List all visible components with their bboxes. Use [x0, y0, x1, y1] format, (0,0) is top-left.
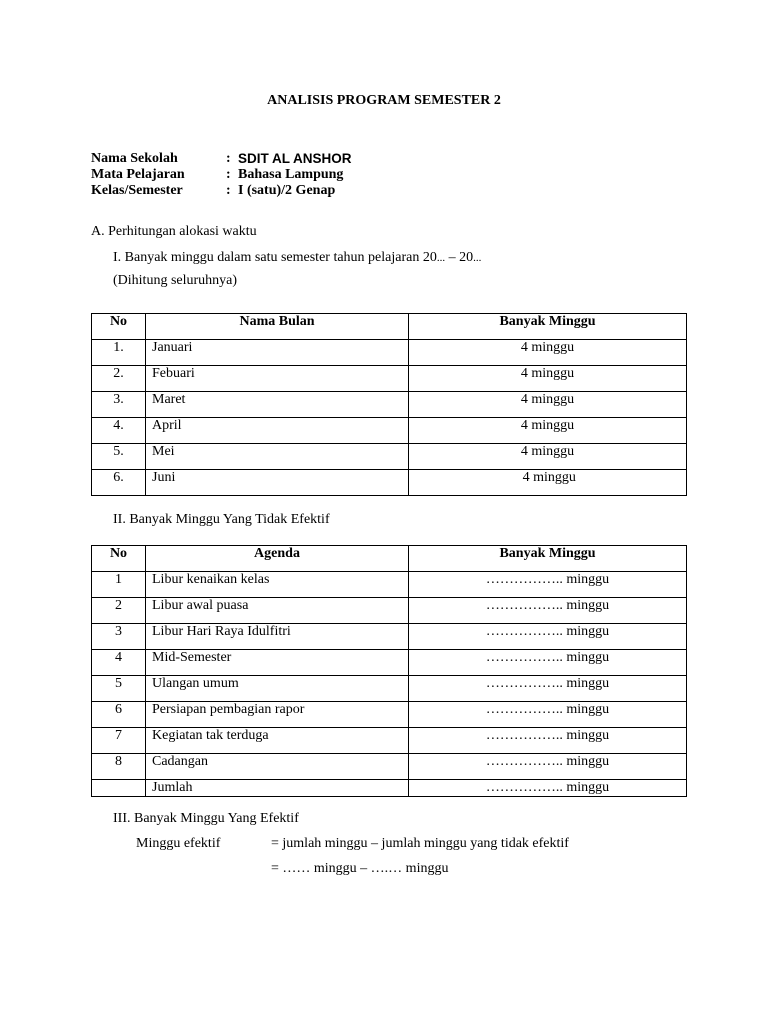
table-row [92, 572, 687, 598]
part-1-subheading: (Dihitung seluruhnya) [113, 273, 238, 288]
non-effective-weeks-table [91, 545, 687, 797]
week-count: 4 minggu [409, 366, 687, 392]
row-number [92, 780, 146, 797]
week-count: 4 minggu [409, 470, 687, 496]
week-count-blank: …………….. minggu [409, 754, 687, 780]
table-row [92, 728, 687, 754]
total-week-count-blank: …………….. minggu [409, 780, 687, 797]
header-week-count: Banyak Minggu [409, 546, 687, 572]
row-number: 4 [92, 650, 146, 676]
row-number: 6 [92, 702, 146, 728]
class-semester-colon: : [226, 183, 231, 198]
week-count-blank: …………….. minggu [409, 702, 687, 728]
total-label: Jumlah [146, 780, 409, 797]
table-row [92, 470, 687, 496]
table-row [92, 366, 687, 392]
table-row [92, 444, 687, 470]
row-number: 5 [92, 676, 146, 702]
agenda-item: Libur awal puasa [146, 598, 409, 624]
row-number: 7 [92, 728, 146, 754]
agenda-item: Cadangan [146, 754, 409, 780]
row-number: 4. [92, 418, 146, 444]
total-row [92, 780, 687, 797]
table-row [92, 624, 687, 650]
table-header-row [92, 546, 687, 572]
effective-weeks-formula: = jumlah minggu – jumlah minggu yang tidak efektif [271, 836, 569, 851]
row-number: 5. [92, 444, 146, 470]
table-row [92, 418, 687, 444]
year-start-dots: ... [436, 252, 446, 264]
week-count-blank: …………….. minggu [409, 572, 687, 598]
row-number: 2. [92, 366, 146, 392]
table-row [92, 650, 687, 676]
month-name: April [146, 418, 409, 444]
header-agenda: Agenda [146, 546, 409, 572]
effective-weeks-label: Minggu efektif [136, 836, 221, 851]
section-a-heading: A. Perhitungan alokasi waktu [91, 224, 257, 239]
month-name: Mei [146, 444, 409, 470]
row-number: 1. [92, 340, 146, 366]
week-count-blank: …………….. minggu [409, 676, 687, 702]
table-row [92, 392, 687, 418]
table-row [92, 676, 687, 702]
row-number: 3. [92, 392, 146, 418]
document-title: ANALISIS PROGRAM SEMESTER 2 [267, 93, 501, 108]
part-2-heading: II. Banyak Minggu Yang Tidak Efektif [113, 512, 330, 527]
month-name: Januari [146, 340, 409, 366]
week-count-blank: …………….. minggu [409, 598, 687, 624]
agenda-item: Libur Hari Raya Idulfitri [146, 624, 409, 650]
week-count-blank: …………….. minggu [409, 728, 687, 754]
month-name: Maret [146, 392, 409, 418]
header-no: No [92, 546, 146, 572]
subject-value: Bahasa Lampung [238, 167, 344, 182]
week-count: 4 minggu [409, 340, 687, 366]
months-table [91, 313, 687, 496]
agenda-item: Kegiatan tak terduga [146, 728, 409, 754]
year-dash: – 20 [445, 250, 474, 265]
school-colon: : [226, 151, 231, 166]
month-name: Juni [146, 470, 409, 496]
row-number: 2 [92, 598, 146, 624]
week-count: 4 minggu [409, 418, 687, 444]
header-week-count: Banyak Minggu [409, 314, 687, 340]
part-1-heading [113, 250, 481, 266]
effective-weeks-calculation: = …… minggu – ….… minggu [271, 861, 449, 876]
header-no: No [92, 314, 146, 340]
table-row [92, 340, 687, 366]
agenda-item: Mid-Semester [146, 650, 409, 676]
school-label: Nama Sekolah [91, 151, 178, 166]
month-name: Febuari [146, 366, 409, 392]
row-number: 3 [92, 624, 146, 650]
table-row [92, 598, 687, 624]
week-count: 4 minggu [409, 444, 687, 470]
agenda-item: Ulangan umum [146, 676, 409, 702]
week-count-blank: …………….. minggu [409, 624, 687, 650]
week-count: 4 minggu [409, 392, 687, 418]
row-number: 8 [92, 754, 146, 780]
part-3-heading: III. Banyak Minggu Yang Efektif [113, 811, 299, 826]
table-row [92, 702, 687, 728]
agenda-item: Persiapan pembagian rapor [146, 702, 409, 728]
subject-label: Mata Pelajaran [91, 167, 185, 182]
part-1-heading-text: I. Banyak minggu dalam satu semester tahun pelajaran 20 [113, 250, 437, 265]
year-end-dots: ... [473, 252, 482, 264]
class-semester-label: Kelas/Semester [91, 183, 183, 198]
agenda-item: Libur kenaikan kelas [146, 572, 409, 598]
table-header-row [92, 314, 687, 340]
school-value: SDIT AL ANSHOR [238, 151, 352, 166]
table-row [92, 754, 687, 780]
week-count-blank: …………….. minggu [409, 650, 687, 676]
header-month-name: Nama Bulan [146, 314, 409, 340]
subject-colon: : [226, 167, 231, 182]
row-number: 1 [92, 572, 146, 598]
row-number: 6. [92, 470, 146, 496]
class-semester-value: I (satu)/2 Genap [238, 183, 336, 198]
